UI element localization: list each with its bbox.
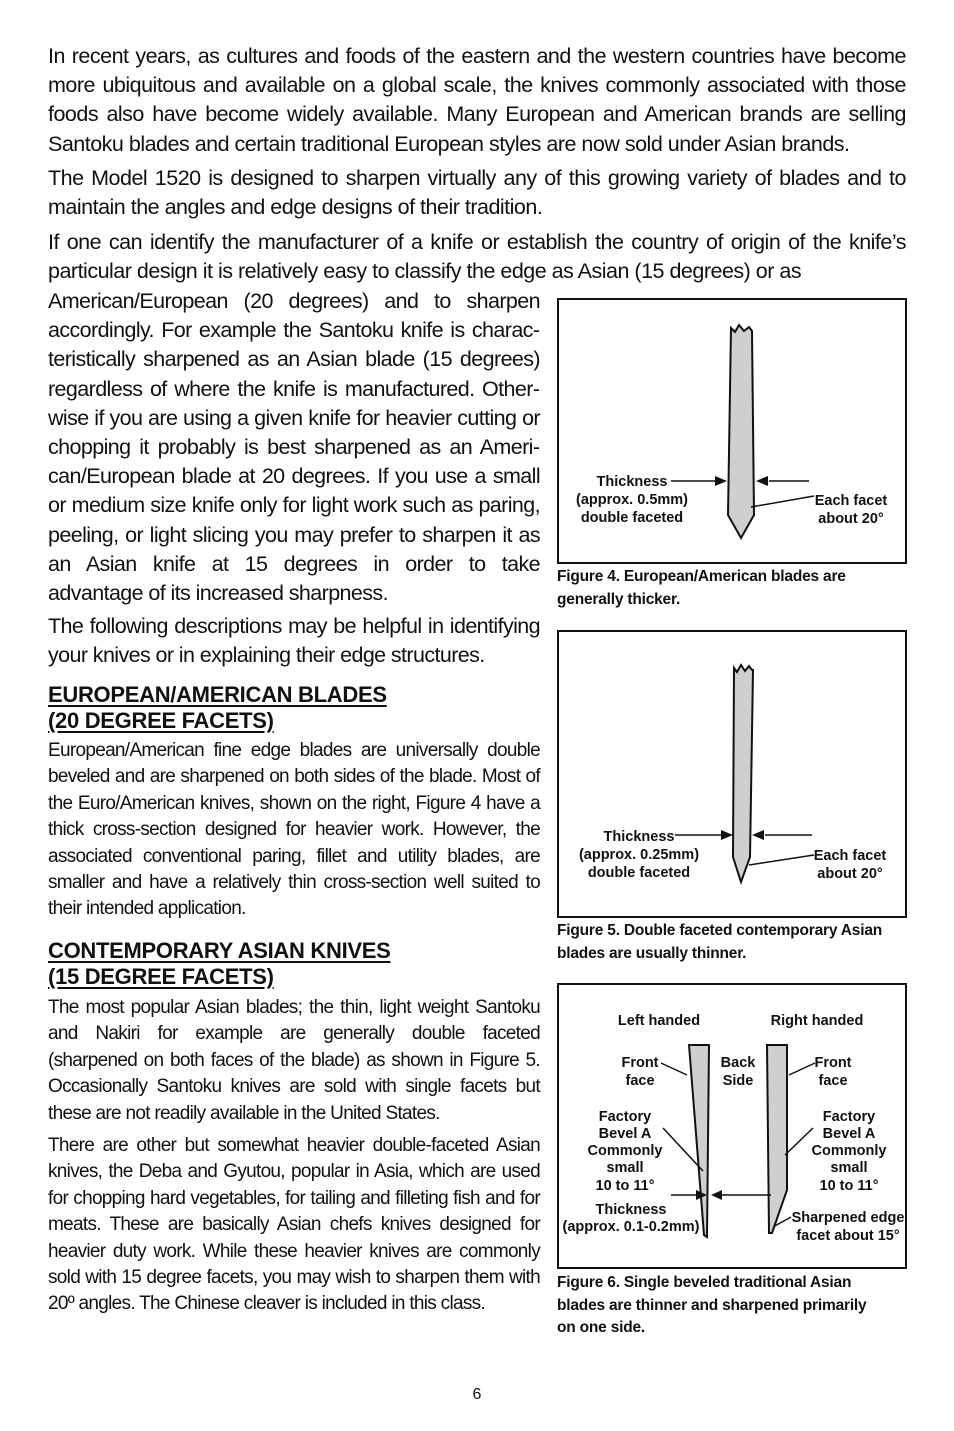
svg-text:10 to 11°: 10 to 11° (595, 1178, 655, 1194)
intro-paragraph-2: The Model 1520 is designed to sharpen virtually any of this growing variety of blades and to maintain the angles and edge designs of their tradition. (48, 166, 906, 220)
figure-5-caption (557, 920, 907, 965)
fig5-thickness-line1: Thickness (603, 829, 675, 845)
front-face-left-leader (661, 1063, 687, 1075)
asian-section-heading (48, 938, 391, 990)
figure-6-diagram (559, 985, 905, 1267)
fig6-front-face-right-line2: face (818, 1073, 848, 1089)
svg-text:Commonly: Commonly (587, 1143, 663, 1159)
euro-heading-line2: (20 DEGREE FACETS) (48, 708, 274, 733)
figure-6-caption-line2: blades are thinner and sharpened primarily (557, 1296, 867, 1314)
figure-4-caption-line1: Figure 4. European/American blades are (557, 568, 846, 585)
facet-leader-line (749, 855, 814, 865)
intro-paragraph-3: If one can identify the manufacturer of a knife or establish the country of origin of the knife’s particular design it is relatively easy to classify the edge as Asian (15 degrees) or as (48, 230, 906, 284)
asian-heading-line1: CONTEMPORARY ASIAN KNIVES (48, 938, 391, 963)
fig6-back-side-line2: Side (722, 1073, 754, 1089)
figure-4-caption-line2: generally thicker. (557, 590, 681, 608)
svg-text:small: small (606, 1160, 644, 1176)
euro-blade-cross-section (728, 325, 754, 538)
figure-6-caption-line3: on one side. (557, 1319, 646, 1336)
fig5-facet-line1: Each facet (813, 848, 887, 864)
svg-text:small: small (830, 1160, 868, 1176)
fig6-bevel-left-label (588, 1109, 663, 1194)
arrowhead (756, 476, 768, 486)
fig6-back-side-line1: Back (720, 1055, 756, 1071)
fig4-thickness-line1: Thickness (596, 474, 668, 490)
asian-section-body-1: The most popular Asian blades; the thin, light weight Santoku and Nakiri for example are generally double faceted (sharpened on both faces of the blade) as shown in Figure 5. Occasionally Santoku knives are sold with single facets but these are not readily available in the United States. (48, 997, 540, 1124)
fig6-front-face-left-line1: Front (621, 1055, 659, 1071)
fig6-thickness-line2: (approx. 0.1-0.2mm) (562, 1219, 700, 1235)
fig6-front-face-right-line1: Front (814, 1055, 852, 1071)
arrowhead (715, 476, 727, 486)
euro-heading-line1: EUROPEAN/AMERICAN BLADES (48, 682, 387, 707)
figure-6-caption-line1: Figure 6. Single beveled traditional Asian (557, 1274, 852, 1291)
intro-paragraph-4: The following descriptions may be helpful in identifying your knives or in explaining their edge structures. (48, 614, 540, 668)
figure-5-diagram (559, 632, 905, 916)
figure-5-caption-line1: Figure 5. Double faceted contemporary Asian (557, 922, 883, 939)
fig4-facet-line1: Each facet (814, 493, 888, 509)
fig5-facet-line2: about 20° (817, 866, 883, 882)
asian-heading-line2: (15 DEGREE FACETS) (48, 964, 274, 989)
fig5-thickness-line3: double faceted (587, 865, 691, 881)
intro-paragraph-1: In recent years, as cultures and foods of the eastern and the western countries have become more ubiquitous and available on a global scale, the knives commonly associated with those foods also have become widely available. Many European and American brands are selling Santoku blades and certain traditional European styles are now sold under Asian brands. (48, 44, 906, 156)
arrowhead (752, 830, 764, 840)
fig4-thickness-line3: double faceted (580, 510, 684, 526)
left-handed-label: Left handed (617, 1013, 701, 1029)
figure-5-box (557, 630, 907, 918)
front-face-right-leader (789, 1063, 815, 1075)
euro-section-heading (48, 682, 387, 734)
svg-text:Bevel A: Bevel A (822, 1126, 876, 1142)
fig6-front-face-left-line2: face (625, 1073, 655, 1089)
fig6-sharpened-line1: Sharpened edge (791, 1210, 905, 1226)
figure-5-caption-line2: blades are usually thinner. (557, 944, 747, 962)
right-handed-label: Right handed (770, 1013, 864, 1029)
fig5-thickness-line2: (approx. 0.25mm) (578, 847, 700, 863)
fig6-thickness-line1: Thickness (595, 1202, 667, 1218)
figure-4-caption (557, 566, 907, 611)
figure-6-box (557, 983, 907, 1269)
fig4-thickness-line2: (approx. 0.5mm) (576, 492, 688, 508)
asian-double-blade-cross-section (733, 665, 753, 882)
svg-text:Commonly: Commonly (811, 1143, 887, 1159)
figure-6-caption (557, 1272, 907, 1340)
figure-4-diagram (559, 300, 905, 562)
asian-section-body-2: There are other but somewhat heavier double-faceted Asian knives, the Deba and Gyutou, popular in Asia, which are used for chopping hard vegetables, for tailing and filleting fish and for meats. These are basically Asian chefs knives designed for heavier duty work. While these heavier knives are commonly sold with 15 degree facets, you may wish to sharpen them with 20º angles. The Chinese cleaver is included in this class. (48, 1135, 540, 1315)
page-number: 6 (472, 1386, 482, 1403)
intro-paragraph-3-continued: American/European (20 degrees) and to sharpen accordingly. For example the Santoku knife is characteristically sharpened as an Asian blade (15 degrees) regardless of where the knife is manufactured. Otherwise if you are using a given knife for heavier cutting or chopping it probably is best sharpened as an American/European blade at 20 degrees. If you use a small or medium size knife only for light work such as paring, peeling, or light slicing you may prefer to sharpen it as an Asian knife at 15 degrees in order to take advantage of its increased sharpness. (48, 289, 540, 606)
fig4-facet-line2: about 20° (818, 511, 884, 527)
arrowhead (711, 1190, 722, 1200)
fig6-sharpened-line2: facet about 15° (796, 1228, 900, 1244)
fig6-bevel-right-label (812, 1109, 887, 1194)
facet-leader-line (751, 496, 814, 507)
svg-text:Factory: Factory (598, 1109, 652, 1125)
svg-text:Factory: Factory (822, 1109, 876, 1125)
svg-text:10 to 11°: 10 to 11° (819, 1178, 879, 1194)
right-handed-blade (767, 1045, 787, 1233)
arrowhead (721, 830, 733, 840)
svg-text:Bevel A: Bevel A (598, 1126, 652, 1142)
bevel-right-leader (785, 1128, 813, 1155)
left-handed-blade (689, 1045, 709, 1237)
figure-4-box (557, 298, 907, 564)
euro-section-body: European/American fine edge blades are universally double beveled and are sharpened on both sides of the blade. Most of the Euro/American knives, shown on the right, Figure 4 have a thick cross-section designed for heavier work. However, the associated conventional paring, fillet and utility blades, are smaller and have a relatively thin cross-section well suited to their intended application. (48, 740, 540, 920)
